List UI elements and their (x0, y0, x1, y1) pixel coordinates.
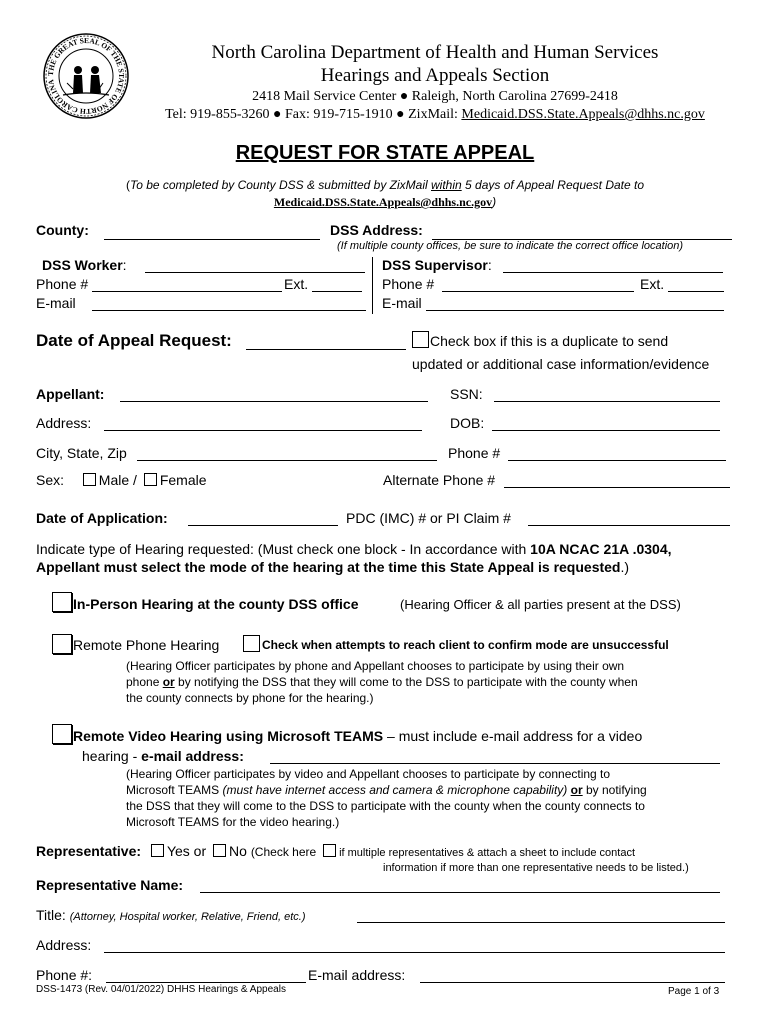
duplicate-checkbox[interactable] (412, 331, 429, 348)
rep-yes-label: Yes (166, 843, 190, 859)
rep-or: or (193, 843, 207, 859)
supervisor-ext-field[interactable] (668, 291, 724, 292)
worker-phone-label: Phone # (36, 276, 89, 292)
rep-address-label: Address: (36, 937, 92, 953)
application-date-label: Date of Application: (36, 510, 168, 526)
video-desc-or: or (570, 783, 583, 797)
rep-email-label: E-mail address: (308, 967, 406, 983)
form-id: DSS-1473 (Rev. 04/01/2022) DHHS Hearings & Appeals (36, 984, 286, 995)
male-label: Male (98, 472, 130, 488)
video-email-row (82, 748, 244, 764)
rep-title-row (36, 907, 306, 923)
instr-text-a: To be completed by County DSS & submitted by ZixMail (129, 178, 431, 192)
worker-phone-field[interactable] (92, 291, 282, 292)
appellant-phone-label: Phone # (448, 445, 501, 461)
rep-title-field[interactable] (357, 922, 725, 923)
form-title: REQUEST FOR STATE APPEAL (235, 142, 535, 164)
female-checkbox[interactable] (144, 473, 157, 486)
column-divider (372, 257, 373, 314)
video-email-label: e-mail address: (141, 748, 244, 764)
supervisor-email-field[interactable] (426, 310, 724, 311)
hearing-intro-line2: Appellant must select the mode of the hearing at the time this State Appeal is requested (36, 559, 621, 575)
dss-worker-label (42, 257, 127, 273)
address-field[interactable] (104, 430, 422, 431)
dss-supervisor-text: DSS Supervisor (382, 257, 488, 273)
sex-slash: / (133, 472, 137, 488)
address-label: Address: (36, 415, 92, 431)
rep-multi-note-2: information if more than one representative needs to be listed.) (383, 862, 689, 874)
appeal-date-field[interactable] (246, 349, 406, 350)
state-seal (43, 33, 129, 119)
hearing-type-intro-2 (36, 559, 629, 575)
video-desc-3: the DSS that they will come to the DSS to participate with the county when the county connects to (126, 799, 645, 813)
dob-field[interactable] (492, 430, 720, 431)
rep-no-label: No (229, 843, 247, 859)
sex-row (36, 472, 207, 488)
instr-open: ( (125, 178, 130, 192)
contact-line (130, 107, 740, 123)
rep-phone-label: Phone #: (36, 967, 93, 983)
city-state-zip-label: City, State, Zip (36, 445, 127, 461)
unsuccessful-label: Check when attempts to reach client to confirm mode are unsuccessful (262, 638, 669, 652)
phone-desc-1: (Hearing Officer participates by phone and Appellant chooses to participate by using their own (126, 659, 625, 673)
svg-text:THE GREAT SEAL OF THE STATE OF (46, 36, 126, 116)
application-date-field[interactable] (188, 525, 338, 526)
dss-address-note: (If multiple county offices, be sure to indicate the correct office location) (337, 240, 684, 252)
worker-email-label: E-mail (36, 295, 76, 311)
county-label: County: (36, 222, 89, 238)
dob-label: DOB: (450, 415, 485, 431)
dss-supervisor-field[interactable] (503, 272, 723, 273)
supervisor-ext-label: Ext. (640, 276, 665, 292)
remote-video-row (73, 728, 642, 744)
supervisor-phone-field[interactable] (442, 291, 634, 292)
hearing-intro-rule: 10A NCAC 21A .0304, (530, 541, 672, 557)
in-person-checkbox[interactable] (52, 592, 72, 612)
rep-name-label: Representative Name: (36, 877, 184, 893)
dss-worker-field[interactable] (145, 272, 365, 273)
representative-label: Representative: (36, 843, 142, 859)
phone-desc-or: or (162, 675, 175, 689)
rep-email-field[interactable] (420, 982, 725, 983)
contact-email-link[interactable]: Medicaid.DSS.State.Appeals@dhhs.nc.gov (461, 107, 705, 122)
ssn-label: SSN: (450, 386, 483, 402)
instructions-email-line (0, 193, 770, 211)
worker-email-field[interactable] (92, 310, 366, 311)
rep-yes-checkbox[interactable] (151, 844, 164, 857)
duplicate-label-2: updated or additional case information/evidence (412, 356, 710, 372)
remote-video-checkbox[interactable] (52, 724, 72, 744)
phone-desc-2 (126, 675, 638, 689)
pdc-label: PDC (IMC) # or PI Claim # (346, 510, 511, 526)
appellant-label: Appellant: (36, 386, 105, 402)
in-person-label: In-Person Hearing at the county DSS office (73, 596, 359, 612)
dss-supervisor-label (382, 257, 492, 273)
city-state-zip-field[interactable] (137, 460, 437, 461)
video-email-field[interactable] (270, 763, 720, 764)
rep-address-field[interactable] (104, 952, 725, 953)
unsuccessful-checkbox[interactable] (243, 635, 260, 652)
dss-worker-colon: : (122, 257, 127, 273)
supervisor-email-label: E-mail (382, 295, 422, 311)
phone-desc-2a: phone (126, 675, 163, 689)
instr-close: ) (492, 195, 497, 209)
dss-worker-text: DSS Worker (42, 257, 123, 273)
rep-multi-note: if multiple representatives & attach a sheet to include contact (339, 847, 636, 859)
rep-check-here: (Check here (250, 845, 317, 859)
representative-row (36, 843, 635, 859)
female-label: Female (159, 472, 207, 488)
phone-desc-2b: by notifying the DSS that they will come to the DSS to participate with the county when (174, 675, 638, 689)
supervisor-phone-label: Phone # (382, 276, 435, 292)
video-desc-4: Microsoft TEAMS for the video hearing.) (126, 815, 340, 829)
ssn-field[interactable] (494, 401, 720, 402)
in-person-note: (Hearing Officer & all parties present at the DSS) (400, 597, 681, 612)
remote-phone-checkbox[interactable] (52, 634, 72, 654)
hearing-intro-text: Indicate type of Hearing requested: (Must check one block - In accordance with (36, 541, 531, 557)
rep-multi-checkbox[interactable] (323, 844, 336, 857)
rep-name-field[interactable] (200, 892, 720, 893)
page-number: Page 1 of 3 (668, 986, 720, 997)
remote-video-suffix: – must include e-mail address for a video (383, 728, 643, 744)
rep-title-hint: (Attorney, Hospital worker, Relative, Friend, etc.) (69, 911, 306, 923)
county-field[interactable] (104, 239, 320, 240)
mailing-address: 2418 Mail Service Center ● Raleigh, North Carolina 27699-2418 (252, 89, 618, 104)
dept-name: North Carolina Department of Health and Human Services (211, 42, 659, 63)
section-name: Hearings and Appeals Section (320, 65, 550, 86)
appeal-date-label: Date of Appeal Request: (36, 331, 232, 350)
rep-no-checkbox[interactable] (213, 844, 226, 857)
contact-phones: Tel: 919-855-3260 ● Fax: 919-715-1910 ● ZixMail: (165, 107, 462, 122)
video-desc-2 (126, 783, 647, 797)
instructions-line (0, 178, 770, 192)
male-checkbox[interactable] (83, 473, 96, 486)
video-desc-2a: Microsoft TEAMS (126, 783, 223, 797)
hearing-intro-end: .) (620, 559, 630, 575)
seal-text: THE GREAT SEAL OF THE STATE OF NORTH CAROLINA (45, 35, 127, 117)
appellant-field[interactable] (120, 401, 428, 402)
video-desc-1: (Hearing Officer participates by video and Appellant chooses to participate by connecting to (126, 767, 611, 781)
worker-ext-label: Ext. (284, 276, 309, 292)
rep-title-label: Title: (36, 907, 66, 923)
video-hearing-text: hearing - (82, 748, 142, 764)
pdc-field[interactable] (528, 525, 730, 526)
hearing-type-intro (36, 541, 672, 557)
remote-video-label: Remote Video Hearing using Microsoft TEAMS (73, 728, 384, 744)
remote-phone-label: Remote Phone Hearing (73, 637, 220, 653)
instr-email-link[interactable]: Medicaid.DSS.State.Appeals@dhhs.nc.gov (273, 195, 493, 209)
phone-desc-3: the county connects by phone for the hearing.) (126, 691, 374, 705)
alt-phone-field[interactable] (504, 487, 730, 488)
video-desc-2b: by notifying (582, 783, 647, 797)
worker-ext-field[interactable] (312, 291, 362, 292)
instr-text-b: 5 days of Appeal Request Date to (461, 178, 645, 192)
duplicate-label: Check box if this is a duplicate to send (430, 333, 669, 349)
video-desc-2i: (must have internet access and camera & microphone capability) (222, 783, 568, 797)
appellant-phone-field[interactable] (508, 460, 726, 461)
dss-supervisor-colon: : (487, 257, 492, 273)
instr-within: within (431, 178, 462, 192)
rep-phone-field[interactable] (106, 982, 306, 983)
alt-phone-label: Alternate Phone # (383, 472, 496, 488)
sex-label: Sex: (36, 472, 65, 488)
dss-address-label: DSS Address: (330, 222, 423, 238)
